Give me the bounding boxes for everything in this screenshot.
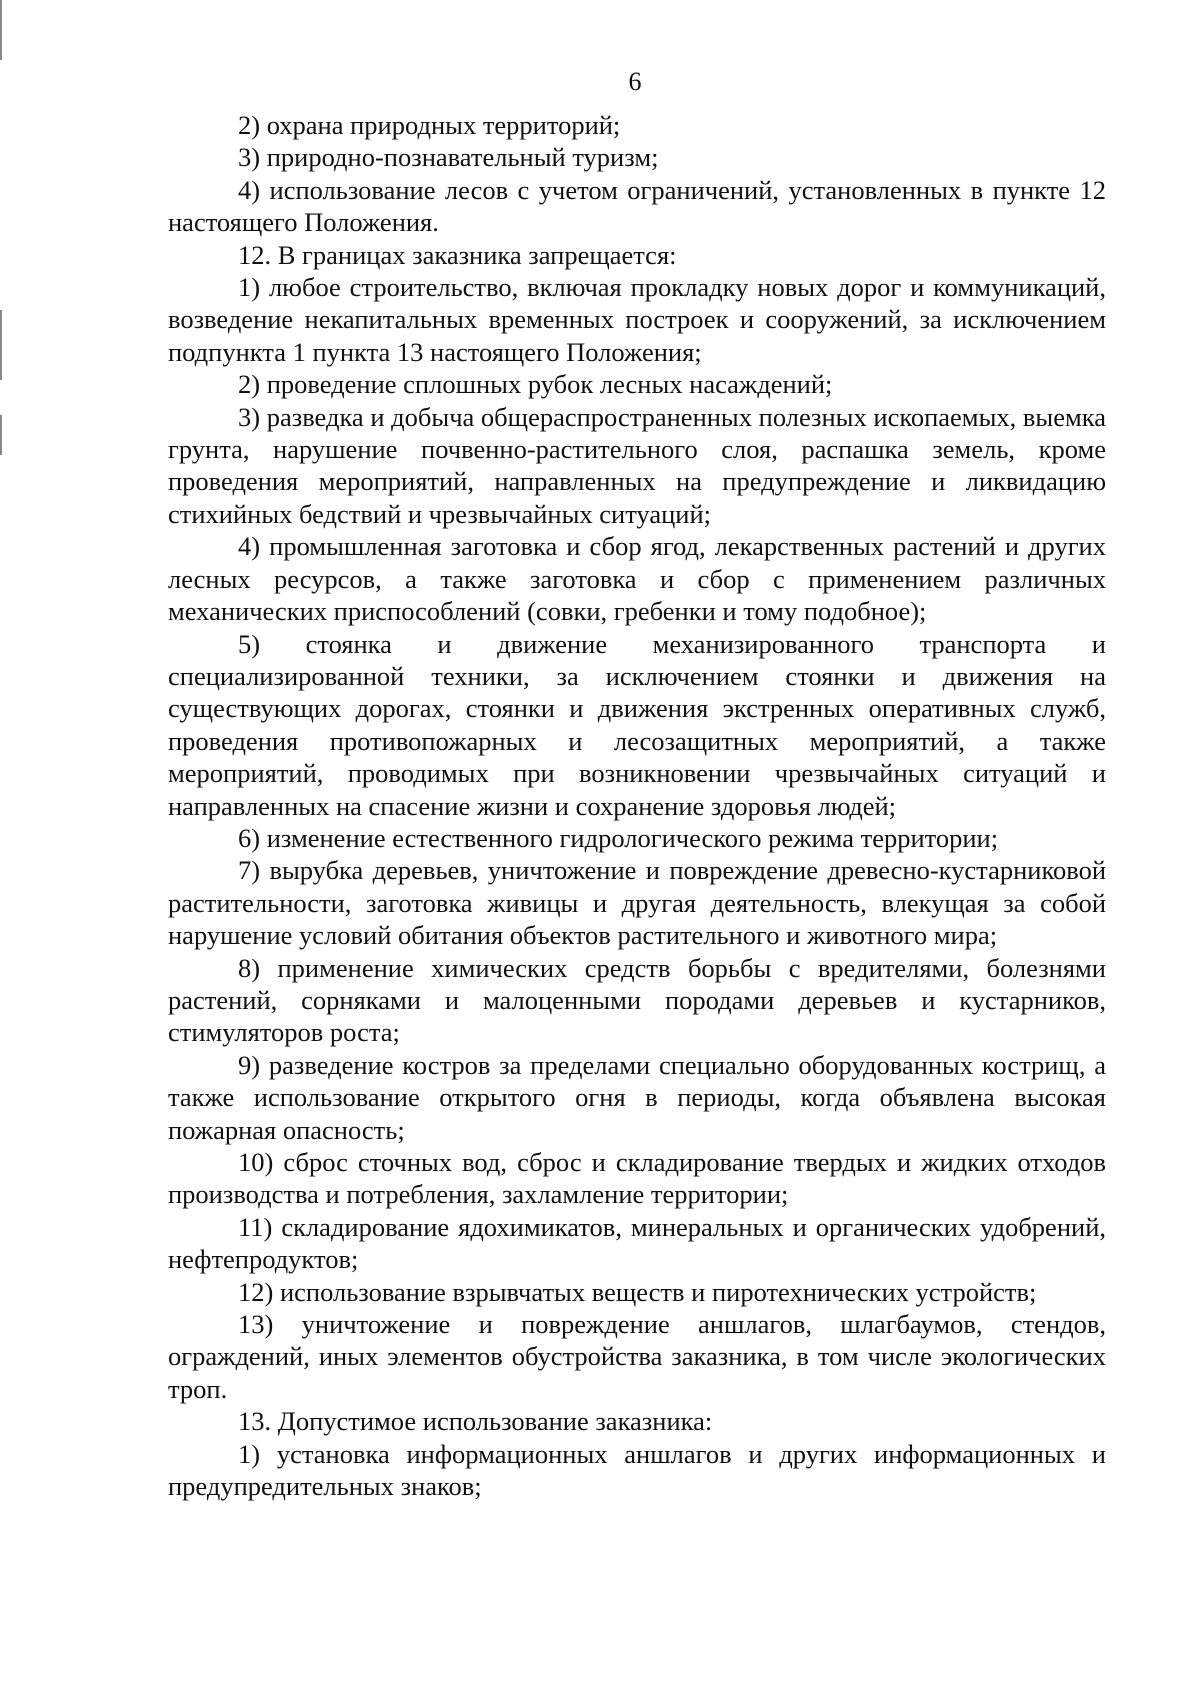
- scan-edge-line: [0, 415, 2, 455]
- prohibition-item-13: 13) уничтожение и повреждение аншлагов, шлагбаумов, стендов, ограждений, иных элементов обустройства заказника, в том числе экологических троп.: [168, 1309, 1106, 1404]
- prohibition-item-12: 12) использование взрывчатых веществ и пиротехнических устройств;: [238, 1276, 1037, 1307]
- prohibition-item-6: 6) изменение естественного гидрологического режима территории;: [238, 822, 999, 853]
- section-12-heading: 12. В границах заказника запрещается:: [238, 239, 677, 270]
- prohibition-item-3: 3) разведка и добыча общераспространенных полезных ископаемых, выемка грунта, нарушение почвенно-растительного слоя, распашка земель, кроме проведения мероприятий, направленных на предупреждение и ликвидацию стихийных бедствий и чрезвычайных ситуаций;: [168, 401, 1106, 529]
- prohibition-item-4: 4) промышленная заготовка и сбор ягод, лекарственных растений и других лесных ресурсов, а также заготовка и сбор с применением различных механических приспособлений (совки, гребенки и тому подобное);: [168, 531, 1106, 627]
- list-item-3-tourism: 3) природно-познавательный туризм;: [238, 142, 659, 173]
- document-body: [168, 109, 1106, 1502]
- prohibition-item-1: 1) любое строительство, включая прокладку новых дорог и коммуникаций, возведение некапитальных временных построек и сооружений, за исключением подпункта 1 пункта 13 настоящего Положения;: [168, 272, 1106, 367]
- list-item-2-protection: 2) охрана природных территорий;: [238, 110, 621, 140]
- section-13-heading: 13. Допустимое использование заказника:: [238, 1406, 713, 1437]
- scan-edge-line: [0, 310, 2, 380]
- prohibition-item-2: 2) проведение сплошных рубок лесных насаждений;: [238, 369, 833, 400]
- prohibition-item-9: 9) разведение костров за пределами специально оборудованных кострищ, а также использование открытого огня в периоды, когда объявлена высокая пожарная опасность;: [168, 1049, 1106, 1145]
- prohibition-item-5: 5) стоянка и движение механизированного транспорта и специализированной техники, за исключением стоянки и движения на существующих дорогах, стоянки и движения экстренных оперативных служб, проведения противопожарных и лесозащитных мероприятий, а также мероприятий, проводимых при возникновении чрезвычайных ситуаций и направленных на спасение жизни и сохранение здоровья людей;: [168, 628, 1106, 821]
- prohibition-item-11: 11) складирование ядохимикатов, минеральных и органических удобрений, нефтепродуктов;: [168, 1211, 1106, 1275]
- page-number: 6: [628, 67, 642, 96]
- prohibition-item-7: 7) вырубка деревьев, уничтожение и повреждение древесно-кустарниковой растительности, заготовка живицы и другая деятельность, влекущая за собой нарушение условий обитания объектов растительного и животного мира;: [168, 855, 1106, 951]
- permitted-use-item-1: 1) установка информационных аншлагов и других информационных и предупредительных знаков;: [168, 1438, 1106, 1502]
- prohibition-item-10: 10) сброс сточных вод, сброс и складирование твердых и жидких отходов производства и потребления, захламление территории;: [168, 1147, 1106, 1210]
- prohibition-item-8: 8) применение химических средств борьбы с вредителями, болезнями растений, сорняками и малоценными породами деревьев и кустарников, стимуляторов роста;: [168, 952, 1106, 1048]
- list-item-4-forest-use: 4) использование лесов с учетом ограничений, установленных в пункте 12 настоящего Положения.: [168, 174, 1106, 238]
- scan-edge-line: [0, 0, 2, 60]
